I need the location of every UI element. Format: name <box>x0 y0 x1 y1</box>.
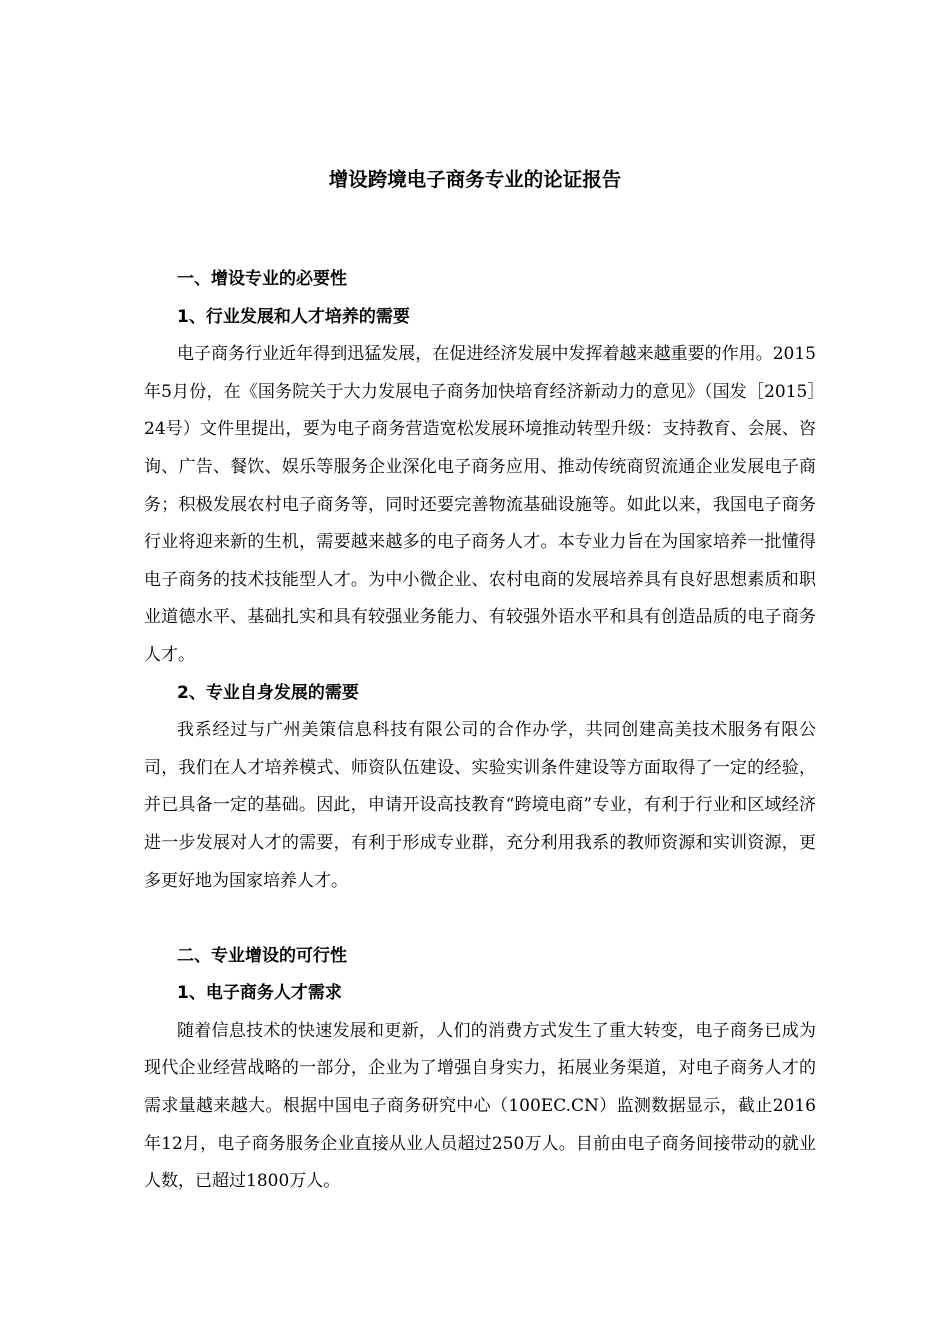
body-paragraph: 电子商务行业近年得到迅猛发展，在促进经济发展中发挥着越来越重要的作用。2015年5月份，在《国务院关于大力发展电子商务加快培育经济新动力的意见》（国发［2015］24号）文件里提出，要为电子商务营造宽松发展环境推动转型升级：支持教育、会展、咨询、广告、餐饮、娱乐等服务企业深化电子商务应用、推动传统商贸流通企业发展电子商务；积极发展农村电子商务等，同时还要完善物流基础设施等。如此以来，我国电子商务行业将迎来新的生机，需要越来越多的电子商务人才。本专业力旨在为国家培养一批懂得电子商务的技术技能型人才。为中小微企业、农村电商的发展培养具有良好思想素质和职业道德水平、基础扎实和具有较强业务能力、有较强外语水平和具有创造品质的电子商务人才。 <box>144 344 816 665</box>
document-body <box>144 261 816 1201</box>
section-heading: 一、增设专业的必要性 <box>177 269 347 289</box>
body-paragraph: 随着信息技术的快速发展和更新，人们的消费方式发生了重大转变，电子商务已成为现代企业经营战略的一部分，企业为了增强自身实力，拓展业务渠道，对电子商务人才的需求量越来越大。根据中国电子商务研究中心（100EC.CN）监测数据显示，截止2016年12月，电子商务服务企业直接从业人员超过250万人。目前由电子商务间接带动的就业人数，已超过1800万人。 <box>144 1020 816 1192</box>
body-paragraph: 我系经过与广州美策信息科技有限公司的合作办学，共同创建高美技术服务有限公司，我们在人才培养模式、师资队伍建设、实验实训条件建设等方面取得了一定的经验，并已具备一定的基础。因此，申请开设高技教育“跨境电商”专业，有利于行业和区域经济进一步发展对人才的需要，有利于形成专业群，充分利用我系的教师资源和实训资源，更多更好地为国家培养人才。 <box>144 720 816 891</box>
subsection-heading: 1、行业发展和人才培养的需要 <box>177 306 410 327</box>
subsection-heading: 1、电子商务人才需求 <box>177 983 342 1004</box>
document-title: 增设跨境电子商务专业的论证报告 <box>328 168 622 191</box>
subsection-heading: 2、专业自身发展的需要 <box>177 682 359 703</box>
section-heading: 二、专业增设的可行性 <box>177 945 347 966</box>
section-spacer <box>144 900 816 938</box>
